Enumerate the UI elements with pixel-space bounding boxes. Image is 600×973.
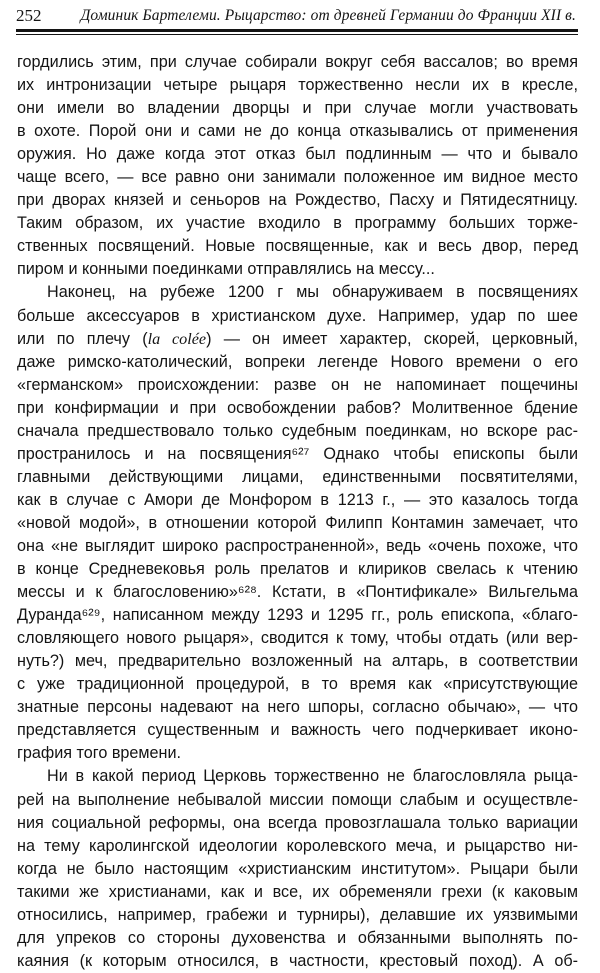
text-line: рей на выполнение небывалой миссии помощи слабым и осуществле-: [17, 790, 578, 809]
text-line: ния социальной реформы, она всегда провозглашала только вариации: [17, 813, 578, 832]
text-line: относились, например, грабежи и турниры), делавшие их уязвимыми: [17, 905, 578, 924]
text-line: в конце Средневековья роль прелатов и клириков свелась к чтению: [17, 560, 578, 579]
text-line: как в случае с Амори де Монфором в 1213 г., — это казалось тогда: [17, 490, 578, 509]
text-line: каяния (к которым относился, в частности, крестовый поход). А об-: [17, 951, 578, 970]
text-line: нуть?) меч, предварительно возложенный на алтарь, в соответствии: [17, 652, 578, 671]
text-line: пространилось и на посвящения⁶²⁷ Однако чтобы епископы были: [17, 444, 578, 463]
header-rule-thick: [16, 29, 578, 32]
header-rule-thin: [16, 34, 578, 35]
text-line: мессы и к благословению»⁶²⁸. Кстати, в «Понтификале» Вильгельма: [17, 583, 578, 602]
text-line: больше аксессуаров в христианском духе. Например, удар по шее: [17, 306, 578, 325]
text-line: они имели во владении дворцы и при случае могли участвовать: [17, 99, 578, 118]
text-line: словляющего нового рыцаря», сводится к тому, чтобы отдать (или вер-: [17, 629, 578, 648]
text-line: при дворах князей и сеньоров на Рождество, Пасху и Пятидесятницу.: [17, 191, 578, 210]
text-line: представляется существенным и важность чего подчеркивает иконо-: [17, 721, 578, 740]
text-line: ственных посвящений. Новые посвященные, как и весь двор, перед: [17, 237, 578, 256]
text-line: Таким образом, их участие входило в программу больших торже-: [17, 214, 578, 233]
text-line: Ни в какой период Церковь торжественно не благословляла рыца-: [47, 767, 578, 786]
text-line: «германском» происхождении: разве он не напоминает пощечины: [17, 375, 578, 394]
body-text: [17, 51, 578, 973]
page-number: 252: [16, 6, 42, 25]
text-line: чаще всего, — все равно они занимали положенное им видное место: [17, 168, 578, 187]
text-line: главными действующими лицами, единственными посвятителями,: [17, 467, 578, 486]
text-line: графия того времени.: [17, 744, 182, 763]
text-line: сначала предшествовало только судебным поединкам, но вскоре рас-: [17, 421, 578, 440]
text-line: знатные персоны надевают на него шпоры, согласно обычаю», — что: [17, 698, 578, 717]
text-line: для упреков со стороны духовенства и обязанными выполнять по-: [17, 928, 578, 947]
text-line: когда не было настоящим «христианским институтом». Рыцари были: [17, 859, 578, 878]
italic-term: la colée: [147, 329, 207, 348]
running-title: Доминик Бартелеми. Рыцарство: от древней Германии до Франции XII в.: [80, 7, 576, 24]
text-line: Наконец, на рубеже 1200 г мы обнаруживаем в посвящениях: [47, 283, 578, 302]
text-line: такими же христианами, как и все, их обременяли грехи (к каковым: [17, 882, 578, 901]
text-line: оружия. Но даже когда этот отказ был подлинным — что и бывало: [17, 145, 578, 164]
text-line: даже римско-католический, вопреки легенде Нового времени о его: [17, 352, 578, 371]
text-line: или по плечу (la colée) — он имеет характер, скорей, церковный,: [17, 329, 578, 348]
text-line: с уже традиционной процедурой, в то время как «присутствующие: [17, 675, 578, 694]
text-line: Дуранда⁶²⁹, написанном между 1293 и 1295 гг., роль епископа, «благо-: [17, 606, 578, 625]
text-line: их интронизации четыре рыцаря торжественно несли их в кресле,: [17, 76, 578, 95]
text-line: гордились этим, при случае собирали вокруг себя вассалов; во время: [17, 53, 578, 71]
text-line: в охоте. Порой они и сами не до конца отказывались от применения: [17, 122, 578, 141]
text-line: при конфирмации и при освобождении рабов? Молитвенное бдение: [17, 398, 578, 417]
text-line: пиром и конными поединками отправлялись на мессу...: [17, 260, 435, 279]
text-line: она «не выглядит широко распространенной», ведь «очень похоже, что: [17, 536, 578, 555]
running-header: [16, 6, 576, 28]
text-line: на тему каролингской идеологии королевского меча, и рыцарство ни-: [17, 836, 578, 855]
text-line: «новой модой», в отношении которой Филипп Контамин замечает, что: [17, 513, 578, 532]
